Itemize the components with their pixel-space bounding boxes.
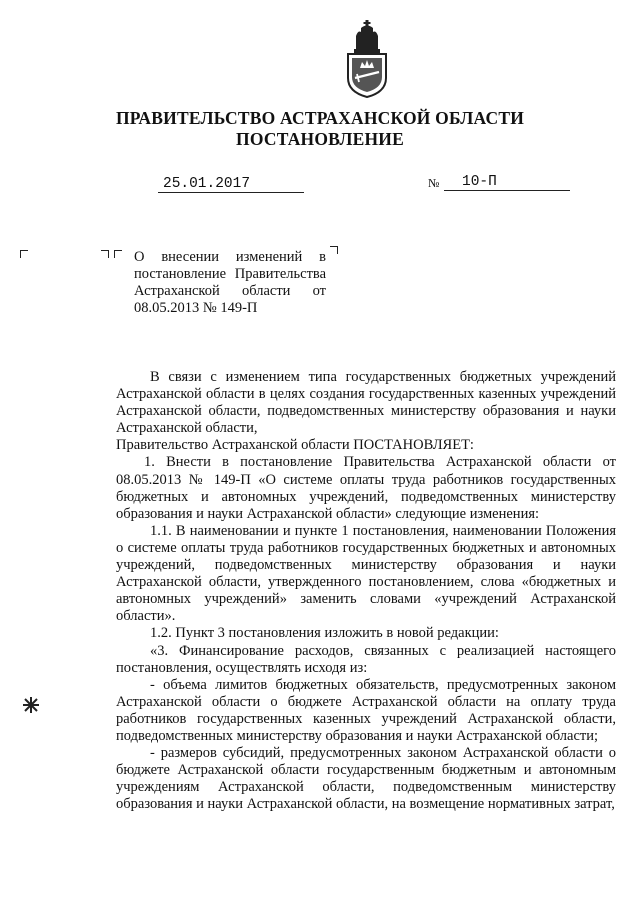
subject-corner-left-a: [101, 250, 109, 258]
subject-corner-right: [330, 246, 338, 254]
body-paragraph: Правительство Астраханской области ПОСТАНОВЛЯЕТ:: [116, 437, 474, 454]
body-paragraph: - объема лимитов бюджетных обязательств, предусмотренных законом Астраханской области о бюджете Астраханской области на оплату труда работников государственных казенных учреждений Астраханской области, подведомственных министерству образования и науки Астраханской области;: [116, 676, 616, 744]
document-type-title: ПОСТАНОВЛЕНИЕ: [236, 129, 404, 149]
body-paragraph: 1.2. Пункт 3 постановления изложить в новой редакции:: [150, 625, 499, 642]
crown-icon: [354, 20, 380, 53]
coat-of-arms-emblem: [342, 20, 392, 98]
body-paragraph: - размеров субсидий, предусмотренных законом Астраханской области о бюджете Астраханской области государственным бюджетным и автономным учреждениям Астраханской области, подведомственным министерству образования и науки Астраханской области, на возмещение нормативных затрат,: [116, 745, 616, 813]
number-underline: [444, 190, 570, 191]
document-body: [116, 369, 616, 813]
body-paragraph: В связи с изменением типа государственных бюджетных учреждений Астраханской области в целях создания государственных казенных учреждений Астраханской области, подведомственных министерству образования и науки Астраханской области,: [116, 369, 616, 437]
document-date: 25.01.2017: [163, 176, 251, 192]
organization-title: ПРАВИТЕЛЬСТВО АСТРАХАНСКОЙ ОБЛАСТИ: [115, 108, 525, 128]
number-label: №: [428, 176, 440, 190]
subject-corner-left-b: [114, 250, 122, 258]
subject-text: О внесении изменений в постановление Правительства Астраханской области от 08.05.2013 № 149-П: [134, 249, 326, 316]
serial-star-icon: [22, 696, 40, 714]
date-underline: [158, 192, 304, 193]
body-paragraph: 1. Внести в постановление Правительства Астраханской области от 08.05.2013 № 149-П «О системе оплаты труда работников государственных бюджетных и автономных учреждений, подведомственных министерству образования и науки Астраханской области» следующие изменения:: [116, 454, 616, 522]
document-number: 10-П: [462, 174, 497, 190]
body-paragraph: «3. Финансирование расходов, связанных с реализацией настоящего постановления, осуществлять исходя из:: [116, 642, 616, 676]
left-margin-corner: [20, 250, 28, 258]
body-paragraph: 1.1. В наименовании и пункте 1 постановления, наименовании Положения о системе оплаты труда работников государственных бюджетных и автономных учреждений, подведомственных министерству образования и науки Астраханской области, утвержденного постановлением, слова «бюджетных и автономных учреждений» заменить словами «учреждений Астраханской области».: [116, 522, 616, 625]
